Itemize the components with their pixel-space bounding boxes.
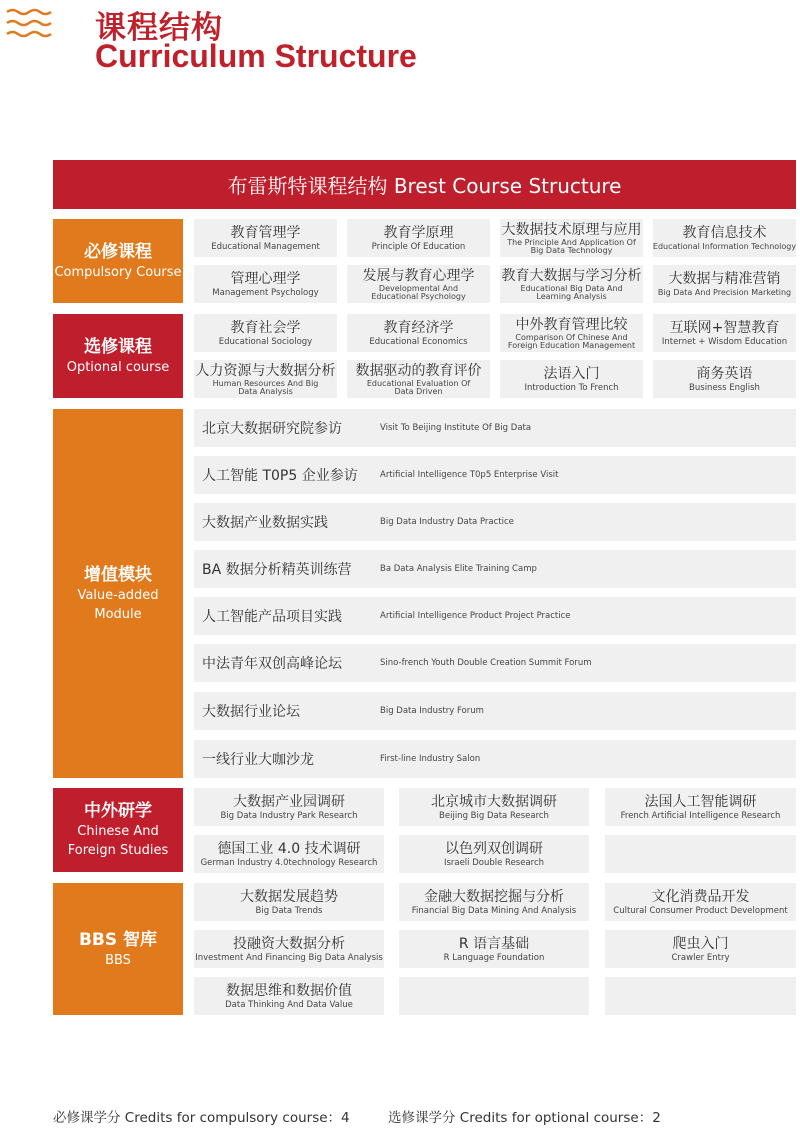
category-bbs-en: BBS bbox=[105, 952, 131, 968]
course-cell bbox=[500, 265, 643, 303]
course-name-cn: 管理心理学 bbox=[230, 270, 301, 287]
module-name-en: Big Data Industry Forum bbox=[380, 706, 484, 716]
course-name-en: Principle Of Education bbox=[371, 241, 466, 252]
page-title-cn: 课程结构 bbox=[95, 10, 223, 46]
module-row bbox=[194, 692, 796, 730]
category-bbs-cn: BBS 智库 bbox=[78, 929, 158, 950]
bbs-cell bbox=[399, 883, 589, 921]
category-studies-cn: 中外研学 bbox=[84, 801, 152, 821]
bbs-cell bbox=[605, 930, 796, 968]
wave-logo-icon bbox=[6, 8, 52, 42]
course-cell bbox=[194, 314, 337, 352]
course-cell bbox=[500, 360, 643, 398]
course-name-en: The Principle And Application Of Big Data Technology bbox=[507, 237, 636, 255]
module-row bbox=[194, 456, 796, 494]
module-name-cn: 人工智能 T0P5 企业参访 bbox=[202, 468, 358, 484]
category-studies bbox=[53, 788, 183, 872]
bbs-name-cn: 金融大数据挖掘与分析 bbox=[424, 888, 564, 905]
research-name-en: Beijing Big Data Research bbox=[439, 810, 549, 821]
bbs-name-cn: 爬虫入门 bbox=[672, 935, 729, 952]
course-cell bbox=[347, 265, 490, 303]
module-name-cn: 人工智能产品项目实践 bbox=[202, 609, 342, 625]
module-name-cn: 北京大数据研究院参访 bbox=[202, 421, 342, 437]
module-name-cn: 中法青年双创高峰论坛 bbox=[202, 656, 342, 672]
research-name-cn: 以色列双创调研 bbox=[445, 840, 543, 857]
category-studies-en: Chinese And Foreign Studies bbox=[67, 824, 169, 858]
module-name-en: Visit To Beijing Institute Of Big Data bbox=[380, 423, 532, 433]
bbs-name-en: Investment And Financing Big Data Analysis bbox=[195, 952, 383, 963]
bbs-name-en: Data Thinking And Data Value bbox=[225, 999, 353, 1010]
research-cell bbox=[399, 788, 589, 826]
course-name-en: Developmental And Educational Psychology bbox=[371, 283, 466, 301]
course-name-en: Comparison Of Chinese And Foreign Education Management bbox=[507, 332, 636, 350]
course-name-cn: 教育社会学 bbox=[230, 319, 301, 336]
bbs-name-cn: R 语言基础 bbox=[458, 935, 530, 952]
course-name-cn: 数据驱动的教育评价 bbox=[355, 362, 482, 379]
category-bbs bbox=[53, 883, 183, 1015]
module-name-cn: 大数据行业论坛 bbox=[202, 704, 300, 720]
research-name-en: Israeli Double Research bbox=[443, 857, 545, 868]
bbs-name-cn: 数据思维和数据价值 bbox=[226, 982, 352, 999]
module-name-en: Ba Data Analysis Elite Training Camp bbox=[380, 564, 537, 574]
course-cell bbox=[347, 360, 490, 398]
course-name-cn: 教育学原理 bbox=[383, 224, 454, 241]
optional-credits: 选修课学分 Credits for optional course：2 bbox=[388, 1110, 661, 1126]
bbs-cell bbox=[605, 883, 796, 921]
course-name-en: Educational Information Technology bbox=[653, 241, 796, 251]
course-cell bbox=[194, 360, 337, 398]
module-row bbox=[194, 740, 796, 778]
category-optional-en: Optional course bbox=[66, 359, 170, 375]
bbs-name-en: Cultural Consumer Product Development bbox=[613, 905, 788, 916]
bbs-name-en: R Language Foundation bbox=[443, 952, 545, 963]
category-value-added-en: Value-added Module bbox=[77, 587, 159, 622]
category-value-added-cn: 增值模块 bbox=[84, 564, 152, 585]
research-name-en: German Industry 4.0technology Research bbox=[200, 857, 378, 868]
research-name-cn: 北京城市大数据调研 bbox=[431, 793, 557, 810]
bbs-cell bbox=[194, 930, 384, 968]
course-cell bbox=[194, 265, 337, 303]
bbs-name-cn: 文化消费品开发 bbox=[651, 888, 750, 905]
module-name-cn: 大数据产业数据实践 bbox=[202, 515, 328, 531]
module-row bbox=[194, 550, 796, 588]
bbs-name-cn: 投融资大数据分析 bbox=[233, 935, 345, 952]
research-cell bbox=[194, 788, 384, 826]
bbs-cell bbox=[194, 977, 384, 1015]
module-name-cn: 一线行业大咖沙龙 bbox=[202, 752, 314, 768]
module-row bbox=[194, 644, 796, 682]
course-name-cn: 人力资源与大数据分析 bbox=[195, 362, 336, 379]
course-name-en: Educational Economics bbox=[369, 336, 468, 347]
bbs-cell-empty bbox=[605, 977, 796, 1015]
course-cell bbox=[347, 314, 490, 352]
research-cell bbox=[194, 835, 384, 873]
course-cell bbox=[500, 219, 643, 257]
category-optional-cn: 选修课程 bbox=[84, 336, 152, 357]
course-name-cn: 教育经济学 bbox=[383, 319, 454, 336]
research-name-en: French Artificial Intelligence Research bbox=[620, 810, 781, 821]
bbs-name-en: Crawler Entry bbox=[671, 952, 730, 963]
module-name-en: Artificial Intelligence T0p5 Enterprise Visit bbox=[380, 470, 559, 480]
course-cell bbox=[347, 219, 490, 257]
module-name-cn: BA 数据分析精英训练营 bbox=[202, 562, 352, 578]
module-name-en: First-line Industry Salon bbox=[380, 754, 481, 764]
bbs-name-cn: 大数据发展趋势 bbox=[240, 888, 338, 905]
research-cell-empty bbox=[605, 835, 796, 873]
course-name-en: Educational Big Data And Learning Analysis bbox=[520, 283, 623, 301]
module-row bbox=[194, 503, 796, 541]
category-compulsory-en: Compulsory Course bbox=[54, 264, 182, 280]
research-name-cn: 德国工业 4.0 技术调研 bbox=[217, 840, 361, 857]
course-name-cn: 大数据技术原理与应用 bbox=[501, 221, 642, 238]
compulsory-credits: 必修课学分 Credits for compulsory course：4 bbox=[53, 1110, 350, 1126]
course-name-en: Business English bbox=[689, 382, 760, 393]
course-cell bbox=[500, 314, 643, 352]
course-cell bbox=[653, 360, 796, 398]
course-name-cn: 教育信息技术 bbox=[682, 224, 767, 241]
course-name-cn: 互联网+智慧教育 bbox=[669, 319, 780, 336]
course-name-en: Educational Management bbox=[211, 241, 320, 252]
bbs-cell bbox=[399, 930, 589, 968]
category-compulsory bbox=[53, 219, 183, 303]
category-compulsory-cn: 必修课程 bbox=[84, 241, 152, 262]
module-name-en: Big Data Industry Data Practice bbox=[380, 517, 514, 527]
course-name-cn: 大数据与精准营销 bbox=[668, 270, 781, 287]
research-name-cn: 法国人工智能调研 bbox=[644, 793, 757, 810]
module-row bbox=[194, 597, 796, 635]
research-cell bbox=[399, 835, 589, 873]
research-cell bbox=[605, 788, 796, 826]
course-name-cn: 教育大数据与学习分析 bbox=[501, 267, 642, 284]
page-title-en: Curriculum Structure bbox=[95, 38, 417, 74]
research-name-en: Big Data Industry Park Research bbox=[220, 810, 358, 821]
course-name-en: Management Psychology bbox=[212, 287, 319, 298]
category-optional bbox=[53, 314, 183, 398]
course-name-en: Human Resources And Big Data Analysis bbox=[212, 378, 319, 396]
course-cell bbox=[194, 219, 337, 257]
course-name-en: Big Data And Precision Marketing bbox=[657, 287, 792, 297]
course-cell bbox=[653, 265, 796, 303]
bbs-cell bbox=[194, 883, 384, 921]
module-name-en: Artificial Intelligence Product Project Practice bbox=[380, 611, 571, 621]
research-name-cn: 大数据产业园调研 bbox=[233, 793, 345, 810]
bbs-name-en: Financial Big Data Mining And Analysis bbox=[411, 905, 577, 916]
course-name-en: Internet + Wisdom Education bbox=[661, 336, 788, 347]
course-name-cn: 商务英语 bbox=[696, 365, 753, 382]
course-name-en: Introduction To French bbox=[524, 382, 619, 393]
course-name-cn: 中外教育管理比较 bbox=[515, 316, 628, 333]
bbs-cell-empty bbox=[399, 977, 589, 1015]
bbs-name-en: Big Data Trends bbox=[255, 905, 323, 916]
module-row bbox=[194, 409, 796, 447]
course-name-cn: 法语入门 bbox=[543, 365, 600, 382]
course-name-en: Educational Evaluation Of Data Driven bbox=[366, 378, 471, 396]
course-cell bbox=[653, 314, 796, 352]
course-structure-banner: 布雷斯特课程结构 Brest Course Structure bbox=[53, 160, 796, 209]
category-value-added bbox=[53, 409, 183, 778]
course-name-cn: 发展与教育心理学 bbox=[362, 267, 475, 284]
course-cell bbox=[653, 219, 796, 257]
course-name-cn: 教育管理学 bbox=[230, 224, 301, 241]
module-name-en: Sino-french Youth Double Creation Summit Forum bbox=[380, 658, 592, 668]
course-name-en: Educational Sociology bbox=[218, 336, 313, 347]
